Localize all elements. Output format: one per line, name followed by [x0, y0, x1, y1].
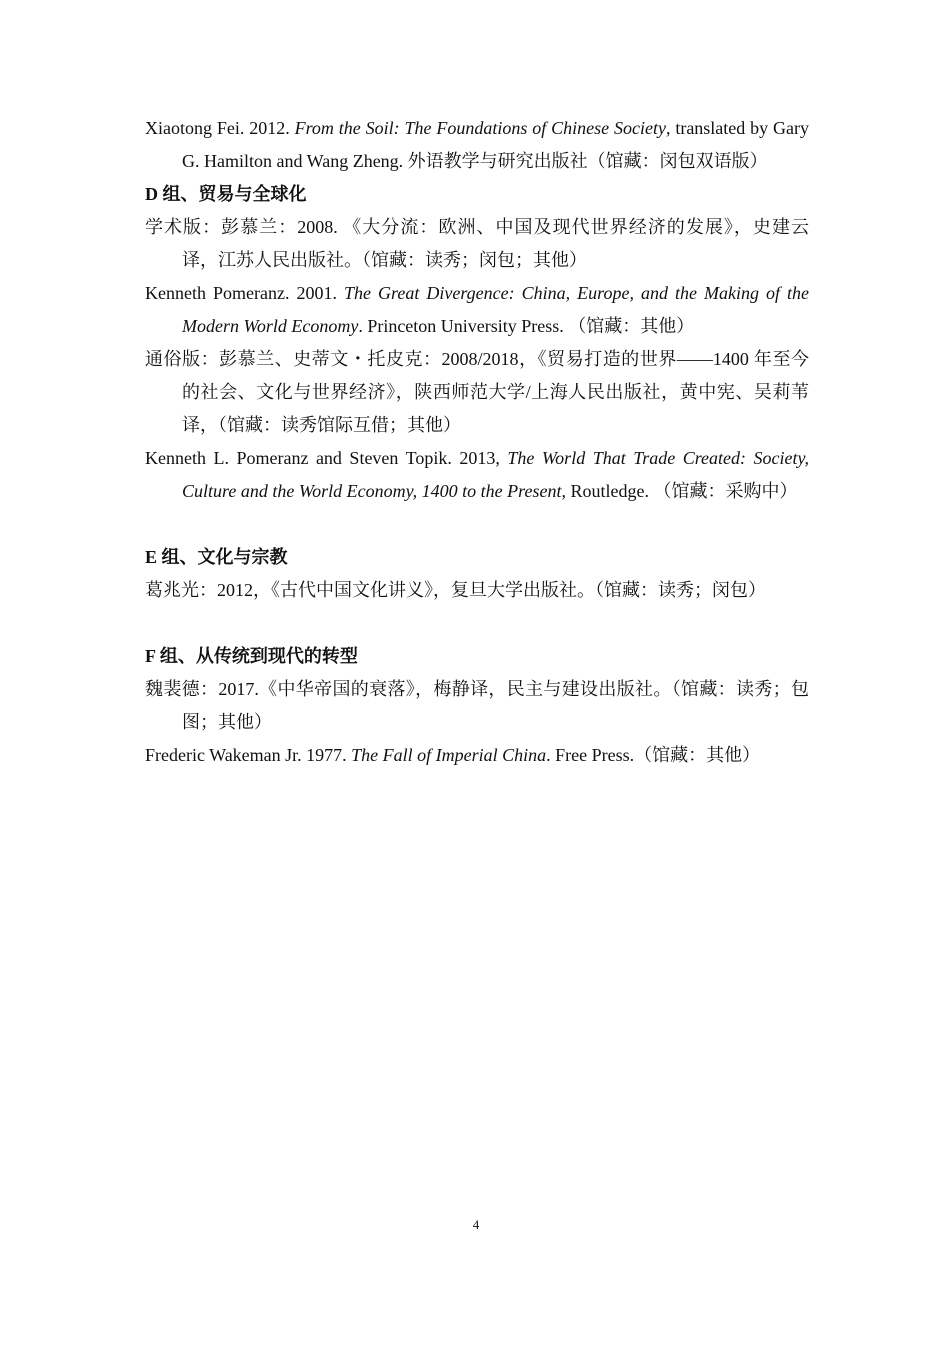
reference-entry: 通俗版：彭慕兰、史蒂文・托皮克：2008/2018，《贸易打造的世界——1400 年至今的社会、文化与世界经济》，陕西师范大学/上海人民出版社，黄中宪、吴莉苇译，（馆藏：读秀馆际互借；其他）	[145, 349, 809, 435]
section-heading-e: E 组、文化与宗教	[145, 547, 288, 567]
section-heading-d: D 组、贸易与全球化	[145, 184, 307, 204]
reference-entry: 魏裴德：2017.《中华帝国的衰落》，梅静译，民主与建设出版社。（馆藏：读秀；包图；其他）	[145, 679, 809, 732]
reference-entry: Kenneth Pomeranz. 2001. The Great Divergence: China, Europe, and the Making of the Modern World Economy. Princeton University Press. （馆藏：其他）	[145, 283, 810, 336]
section-spacer	[145, 607, 809, 640]
document-body	[145, 112, 809, 772]
reference-entry: 学术版：彭慕兰：2008. 《大分流：欧洲、中国及现代世界经济的发展》，史建云译，江苏人民出版社。（馆藏：读秀；闵包；其他）	[145, 217, 809, 270]
section-spacer	[145, 508, 809, 541]
reference-entry: 葛兆光：2012，《古代中国文化讲义》，复旦大学出版社。（馆藏：读秀；闵包）	[145, 580, 766, 600]
reference-entry: Frederic Wakeman Jr. 1977. The Fall of Imperial China. Free Press.（馆藏：其他）	[145, 745, 761, 765]
page-number: 4	[472, 1217, 480, 1232]
reference-entry: Xiaotong Fei. 2012. From the Soil: The Foundations of Chinese Society, translated by Gary G. Hamilton and Wang Zheng. 外语教学与研究出版社（馆藏：闵包双语版）	[145, 118, 810, 171]
reference-entry: Kenneth L. Pomeranz and Steven Topik. 2013, The World That Trade Created: Society, Culture and the World Economy, 1400 to the Present, Routledge. （馆藏：采购中）	[145, 448, 810, 501]
section-heading-f: F 组、从传统到现代的转型	[145, 646, 358, 666]
